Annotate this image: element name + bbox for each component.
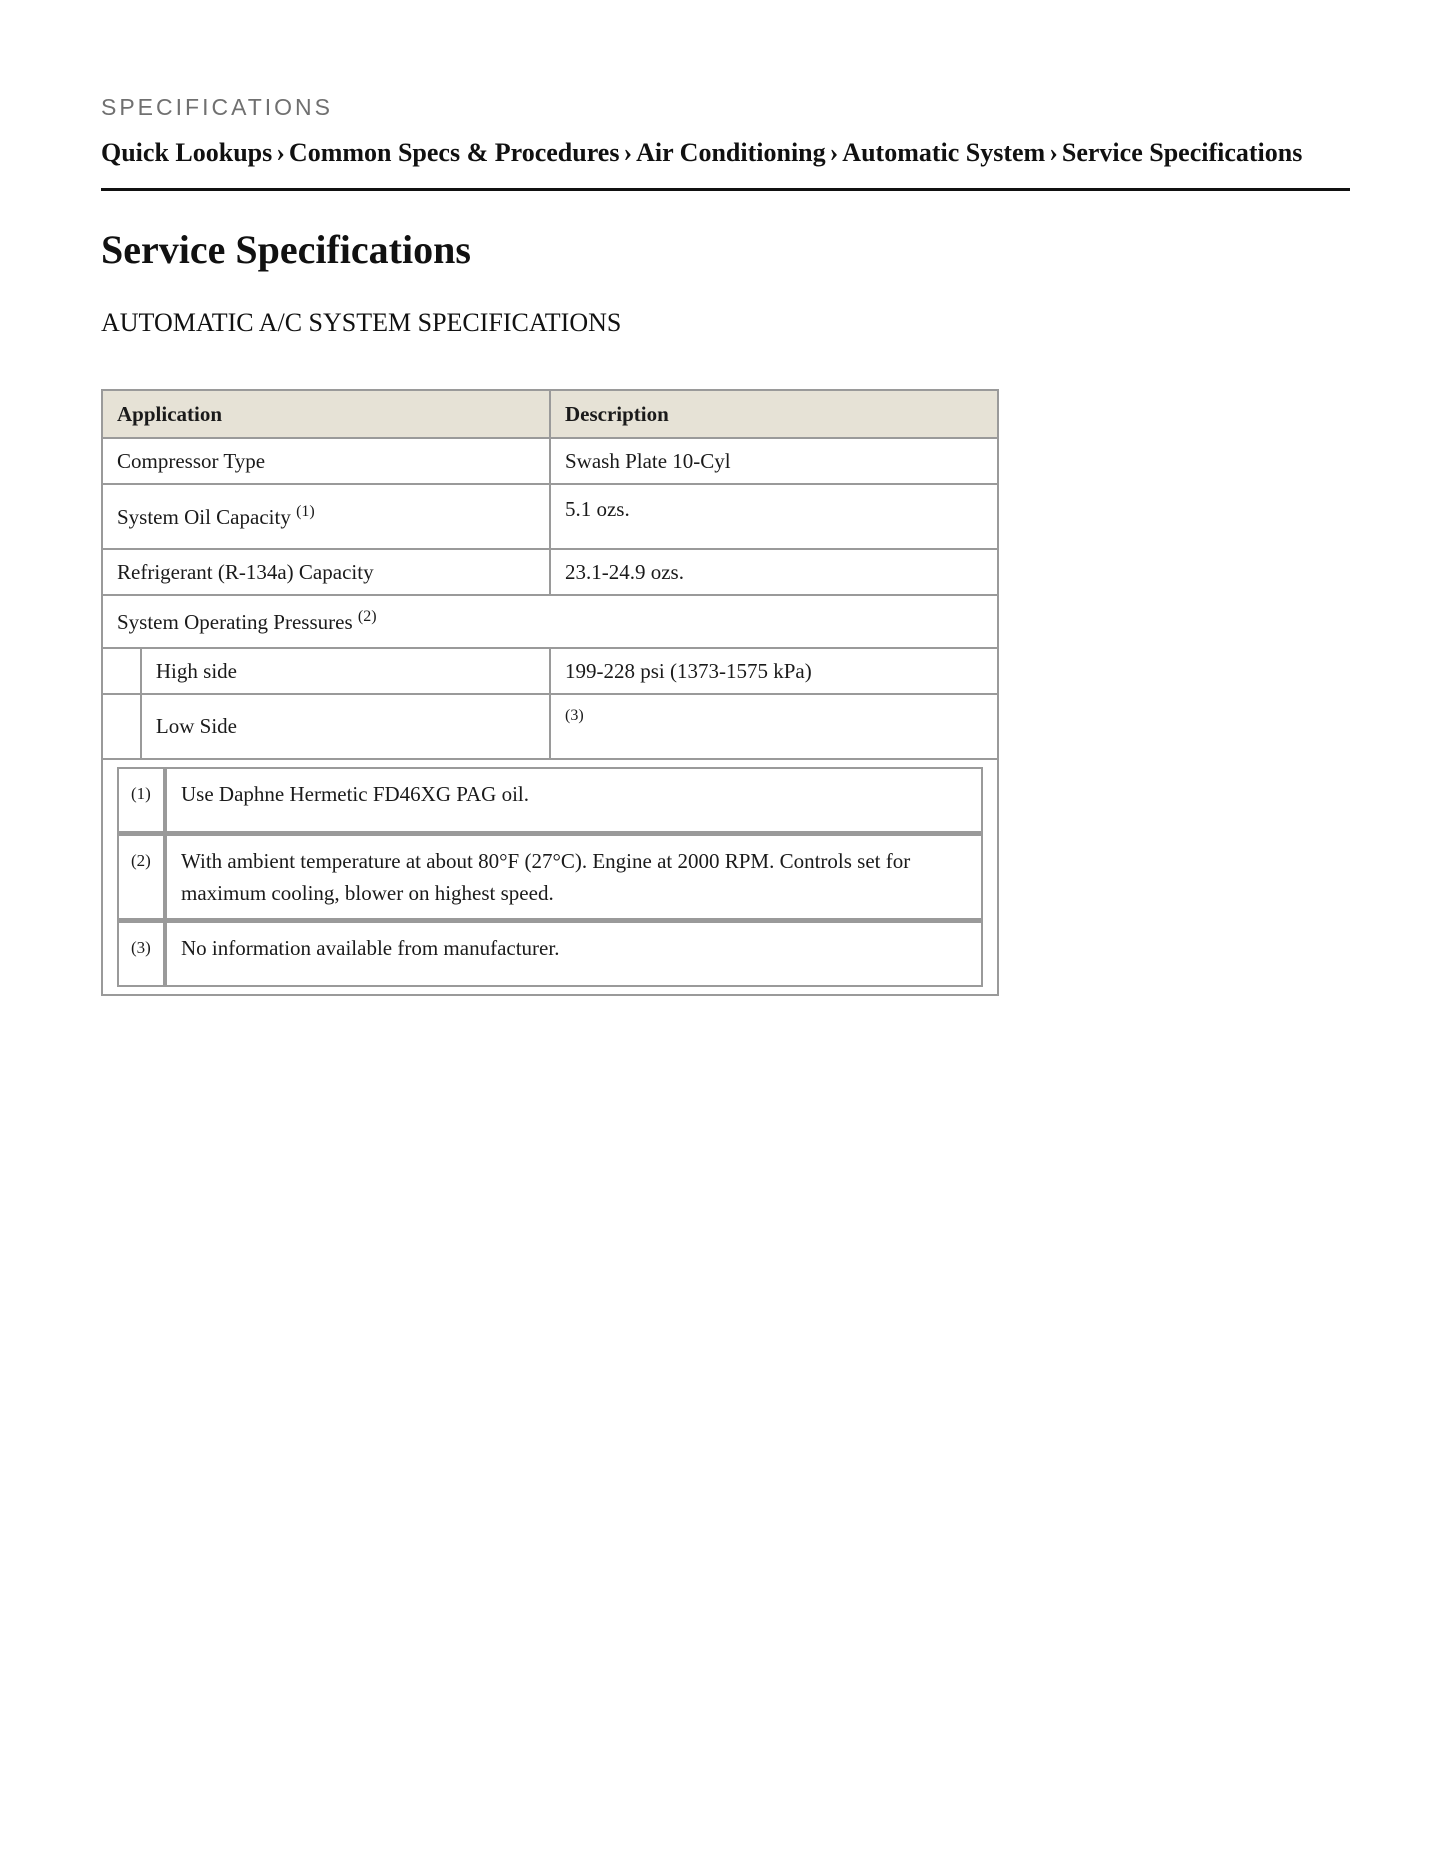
footnote-ref[interactable]: (1) <box>296 503 315 520</box>
breadcrumb-item-service-specifications: Service Specifications <box>1061 138 1303 167</box>
cell-application: Refrigerant (R-134a) Capacity <box>102 549 550 595</box>
breadcrumb-item-quick-lookups[interactable]: Quick Lookups <box>101 138 273 167</box>
cell-description: 5.1 ozs. <box>550 484 998 549</box>
table-row <box>102 549 998 595</box>
cell-application <box>102 484 550 549</box>
breadcrumb-item-common-specs[interactable]: Common Specs & Procedures <box>288 138 620 167</box>
breadcrumb <box>101 138 1302 168</box>
footnotes-cell <box>102 759 998 995</box>
cell-description: Swash Plate 10-Cyl <box>550 438 998 484</box>
table-subrow <box>102 648 998 694</box>
section-label: SPECIFICATIONS <box>101 94 333 120</box>
table-header-row <box>102 390 998 438</box>
table-group-row <box>102 595 998 648</box>
footnote-text: No information available from manufacturer. <box>165 920 983 987</box>
column-header-description: Description <box>550 390 998 438</box>
column-header-application: Application <box>102 390 550 438</box>
footnotes-table <box>117 767 983 987</box>
cell-application-text: System Oil Capacity <box>117 505 291 529</box>
indent-cell <box>102 694 141 759</box>
footnote-row <box>117 767 983 833</box>
breadcrumb-item-automatic-system[interactable]: Automatic System <box>842 138 1046 167</box>
table-title: AUTOMATIC A/C SYSTEM SPECIFICATIONS <box>101 308 622 337</box>
footnotes-row <box>102 759 998 995</box>
cell-application: High side <box>141 648 550 694</box>
cell-description: 199-228 psi (1373-1575 kPa) <box>550 648 998 694</box>
cell-description: 23.1-24.9 ozs. <box>550 549 998 595</box>
breadcrumb-separator: › <box>276 138 285 167</box>
group-label-cell <box>102 595 998 648</box>
breadcrumb-item-air-conditioning[interactable]: Air Conditioning <box>636 138 826 167</box>
breadcrumb-separator: › <box>829 138 839 167</box>
footnote-row <box>117 833 983 920</box>
table-subrow <box>102 694 998 759</box>
page-title: Service Specifications <box>101 227 471 272</box>
footnote-row <box>117 920 983 987</box>
footnote-marker: (1) <box>117 767 165 833</box>
footnote-ref[interactable]: (2) <box>357 608 377 625</box>
indent-cell <box>102 648 141 694</box>
table-row <box>102 438 998 484</box>
footnote-text: Use Daphne Hermetic FD46XG PAG oil. <box>165 767 983 833</box>
footnote-marker: (2) <box>117 833 165 920</box>
footnote-marker: (3) <box>117 920 165 987</box>
header-divider <box>101 188 1350 191</box>
footnote-ref[interactable]: (3) <box>564 707 584 724</box>
table-row <box>102 484 998 549</box>
breadcrumb-separator: › <box>1049 138 1058 167</box>
cell-application: Low Side <box>141 694 550 759</box>
group-label: System Operating Pressures <box>117 610 353 634</box>
footnote-text: With ambient temperature at about 80°F (27°C). Engine at 2000 RPM. Controls set for maximum cooling, blower on highest speed. <box>165 833 983 920</box>
cell-application: Compressor Type <box>102 438 550 484</box>
specifications-table <box>101 389 999 996</box>
breadcrumb-separator: › <box>623 138 633 167</box>
cell-description <box>550 694 998 759</box>
